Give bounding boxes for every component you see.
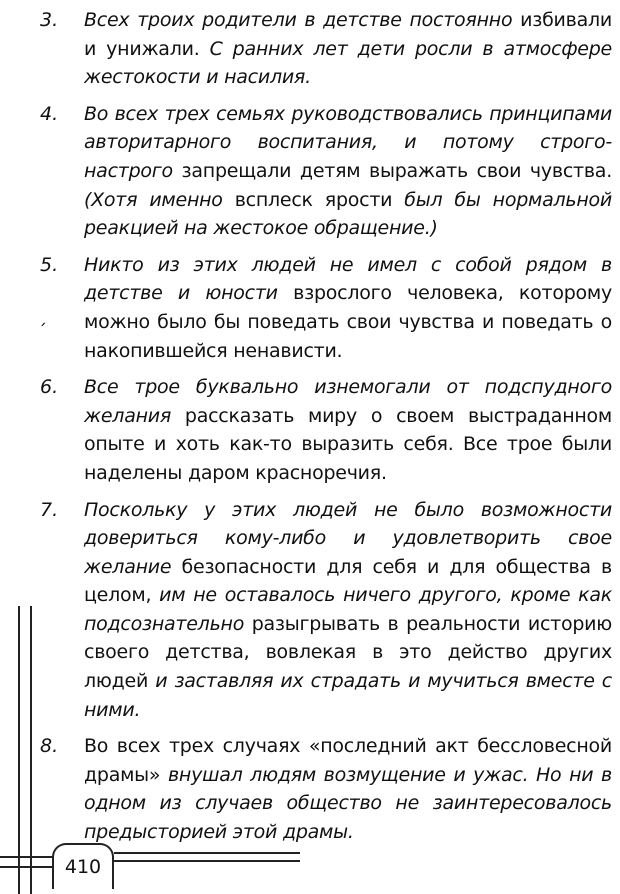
margin-rule-left bbox=[18, 606, 20, 894]
stray-mark: ˏ bbox=[38, 306, 47, 327]
list-item-number: 3. bbox=[40, 9, 59, 31]
footer-rule-right-top bbox=[114, 852, 300, 854]
italic-text-segment: (Хотя именно bbox=[84, 188, 223, 211]
regular-text-segment: всплеск ярости bbox=[222, 188, 393, 211]
italic-text-segment: Во всех трех семьях руководствовались принципами авторитарного воспитания, и потому строго-настрого bbox=[84, 102, 612, 182]
list-item-text bbox=[84, 496, 612, 725]
list-item-number: 7. bbox=[40, 498, 59, 521]
regular-text-segment: Во всех трех случаях «последний акт бессловесной драмы» bbox=[84, 735, 612, 786]
regular-text-segment: безопасности для себя и для общества в целом, bbox=[84, 555, 612, 607]
italic-text-segment: Все трое буквально изнемогали от подспудного желания bbox=[84, 376, 612, 427]
list-item-text bbox=[84, 251, 612, 365]
italic-text-segment: был бы нормальной реакцией на жестокое обращение.) bbox=[84, 188, 612, 240]
list-item bbox=[40, 373, 612, 487]
numbered-list bbox=[40, 6, 612, 855]
italic-text-segment: С ранних лет дети росли в атмосфере жестокости и насилия. bbox=[84, 37, 612, 89]
regular-text-segment: разыгрывать в реальности историю своего детства, вовлекая в это действо других людей bbox=[84, 612, 612, 693]
italic-text-segment: им не оставалось ничего другого, кроме как подсознательно bbox=[84, 584, 612, 635]
italic-text-segment: внушал людям возмущение и ужас. Но ни в одном из случаев общество не заинтересовалось предысторией этой драмы. bbox=[84, 763, 612, 844]
list-item bbox=[40, 496, 612, 725]
list-item bbox=[40, 251, 612, 365]
regular-text-segment: взрослого человека, которому можно было бы поведать свои чувства и поведать о накопившейся ненависти. bbox=[84, 282, 612, 362]
list-item bbox=[40, 100, 612, 243]
regular-text-segment: запрещали детям выражать свои чувства. bbox=[172, 159, 612, 182]
regular-text-segment: избивали и унижали. bbox=[84, 9, 612, 60]
list-item-number: 5. bbox=[40, 253, 59, 276]
list-item-text bbox=[84, 732, 612, 846]
italic-text-segment: Поскольку у этих людей не было возможности довериться кому-либо и удовлетворить свое желание bbox=[84, 498, 612, 578]
list-item-text bbox=[84, 6, 612, 92]
list-item bbox=[40, 732, 612, 846]
list-item-number: 4. bbox=[40, 102, 59, 125]
list-item-text bbox=[84, 373, 612, 487]
footer-rule-top bbox=[0, 856, 52, 858]
footer-rule-right-bottom bbox=[114, 860, 300, 862]
footer-rule-bottom bbox=[0, 866, 52, 868]
italic-text-segment: и заставляя их страдать и мучиться вместе с ними. bbox=[84, 670, 612, 721]
list-item bbox=[40, 6, 612, 92]
list-item-number: 8. bbox=[40, 735, 59, 758]
list-item-text bbox=[84, 100, 612, 243]
list-item-number: 6. bbox=[40, 376, 59, 399]
italic-text-segment: Всех троих родители в детстве постоянно bbox=[84, 9, 513, 31]
margin-rule-right bbox=[30, 606, 32, 894]
italic-text-segment: Никто из этих людей не имел с собой рядом в детстве и юности bbox=[84, 253, 612, 305]
page-number: 410 bbox=[52, 843, 114, 889]
regular-text-segment: рассказать миру о своем выстраданном опыте и хоть как-то выразить себя. Все трое были наделены даром красноречия. bbox=[84, 404, 612, 484]
